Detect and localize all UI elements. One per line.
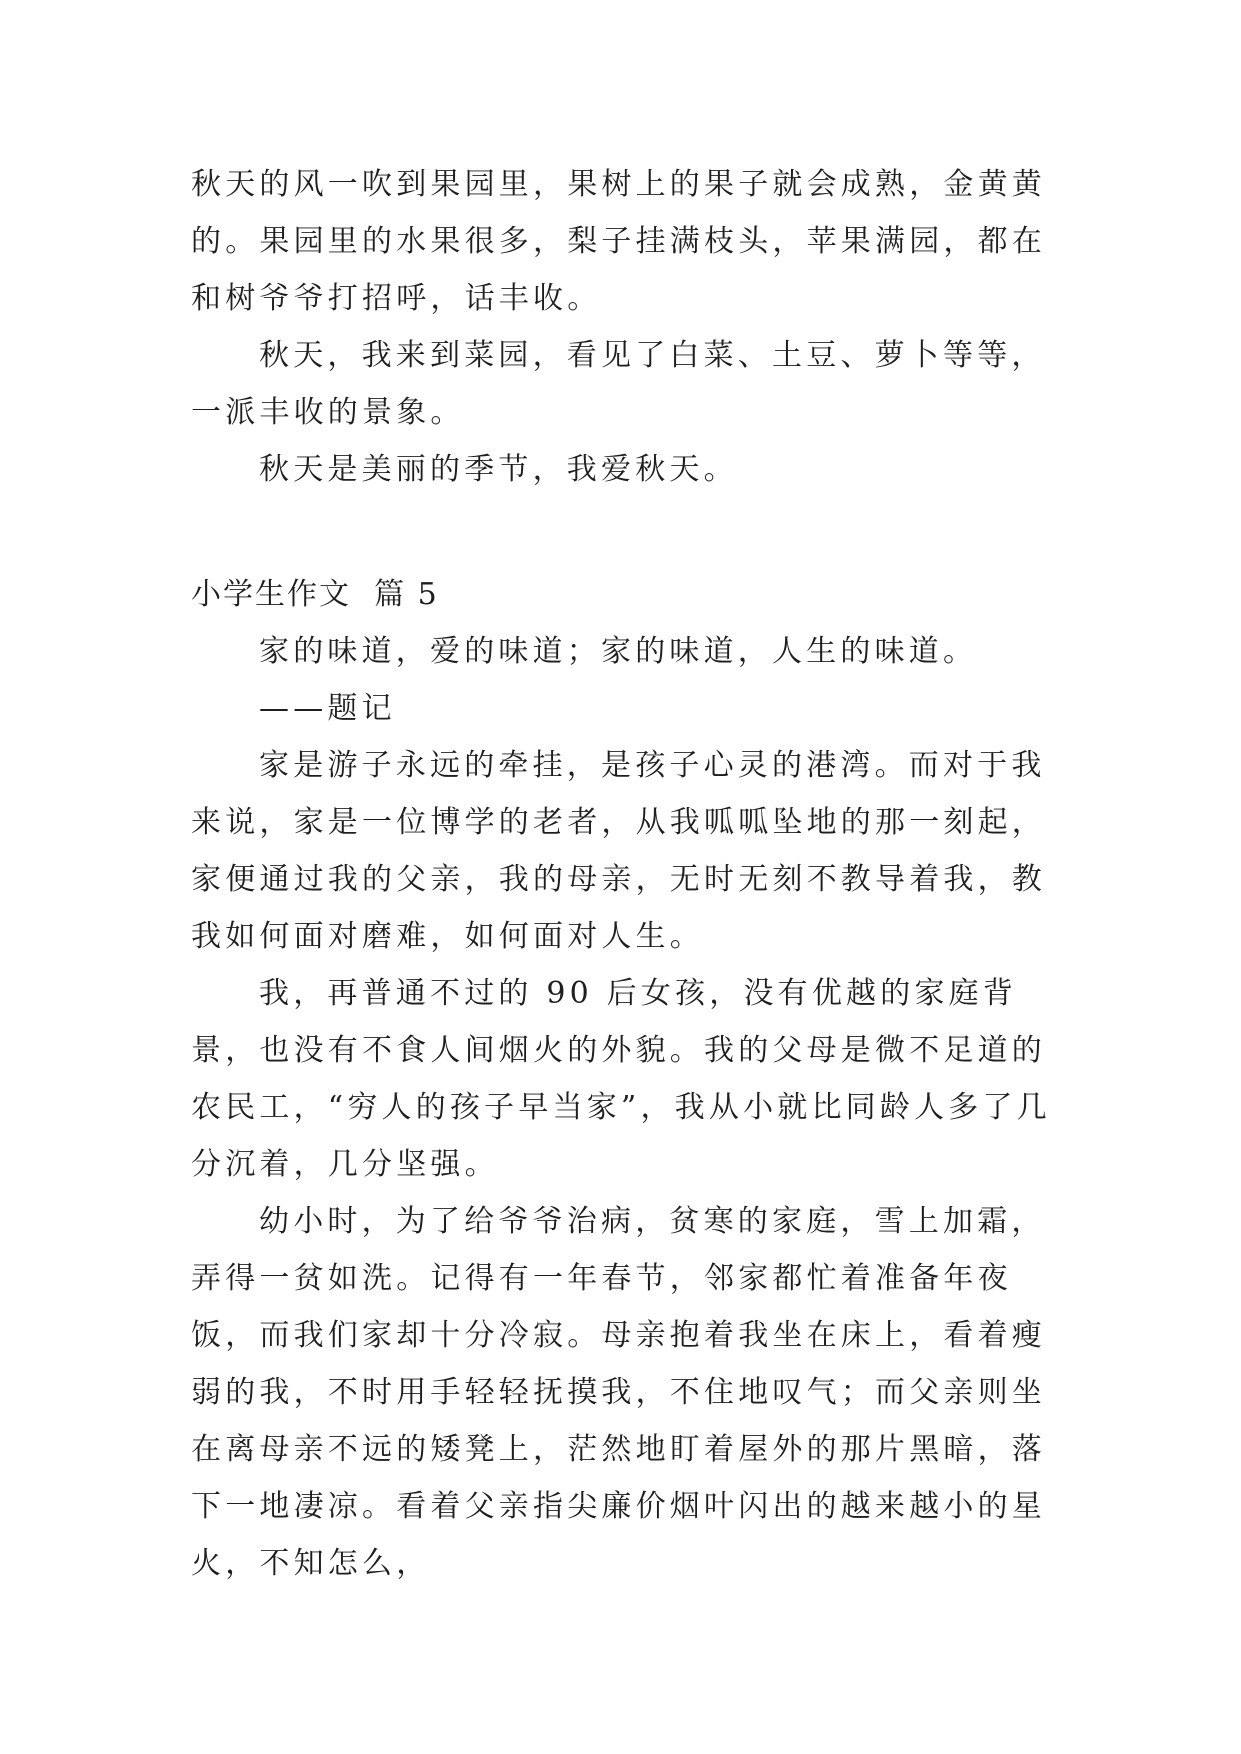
paragraph: 家是游子永远的牵挂，是孩子心灵的港湾。而对于我来说，家是一位博学的老者，从我呱呱坠地的那一刻起，家便通过我的父亲，我的母亲，无时无刻不教导着我，教我如何面对磨难，如何面对人生。 [191, 748, 1046, 954]
paragraph: 秋天，我来到菜园，看见了白菜、土豆、萝卜等等，一派丰收的景象。 [191, 338, 1046, 430]
epigraph: 家的味道，爱的味道；家的味道，人生的味道。 [259, 634, 978, 669]
section-heading: 小学生作文 篇 5 [191, 577, 439, 612]
paragraph: 我，再普通不过的 90 后女孩，没有优越的家庭背景，也没有不食人间烟火的外貌。我的父母是微不足道的农民工，“穷人的孩子早当家”，我从小就比同龄人多了几分沉着，几分坚强。 [191, 976, 1051, 1182]
epigraph-attribution: ——题记 [259, 691, 396, 726]
section-5 [191, 566, 1051, 1592]
previous-section-body [191, 156, 1051, 498]
paragraph: 秋天是美丽的季节，我爱秋天。 [259, 452, 738, 487]
paragraph: 秋天的风一吹到果园里，果树上的果子就会成熟，金黄黄的。果园里的水果很多，梨子挂满枝头，苹果满园，都在和树爷爷打招呼，话丰收。 [191, 167, 1046, 316]
paragraph: 幼小时，为了给爷爷治病，贫寒的家庭，雪上加霜，弄得一贫如洗。记得有一年春节，邻家都忙着准备年夜饭，而我们家却十分冷寂。母亲抱着我坐在床上，看着瘦弱的我，不时用手轻轻抚摸我，不住地叹气；而父亲则坐在离母亲不远的矮凳上，茫然地盯着屋外的那片黑暗，落下一地凄凉。看着父亲指尖廉价烟叶闪出的越来越小的星火，不知怎么， [191, 1204, 1046, 1581]
